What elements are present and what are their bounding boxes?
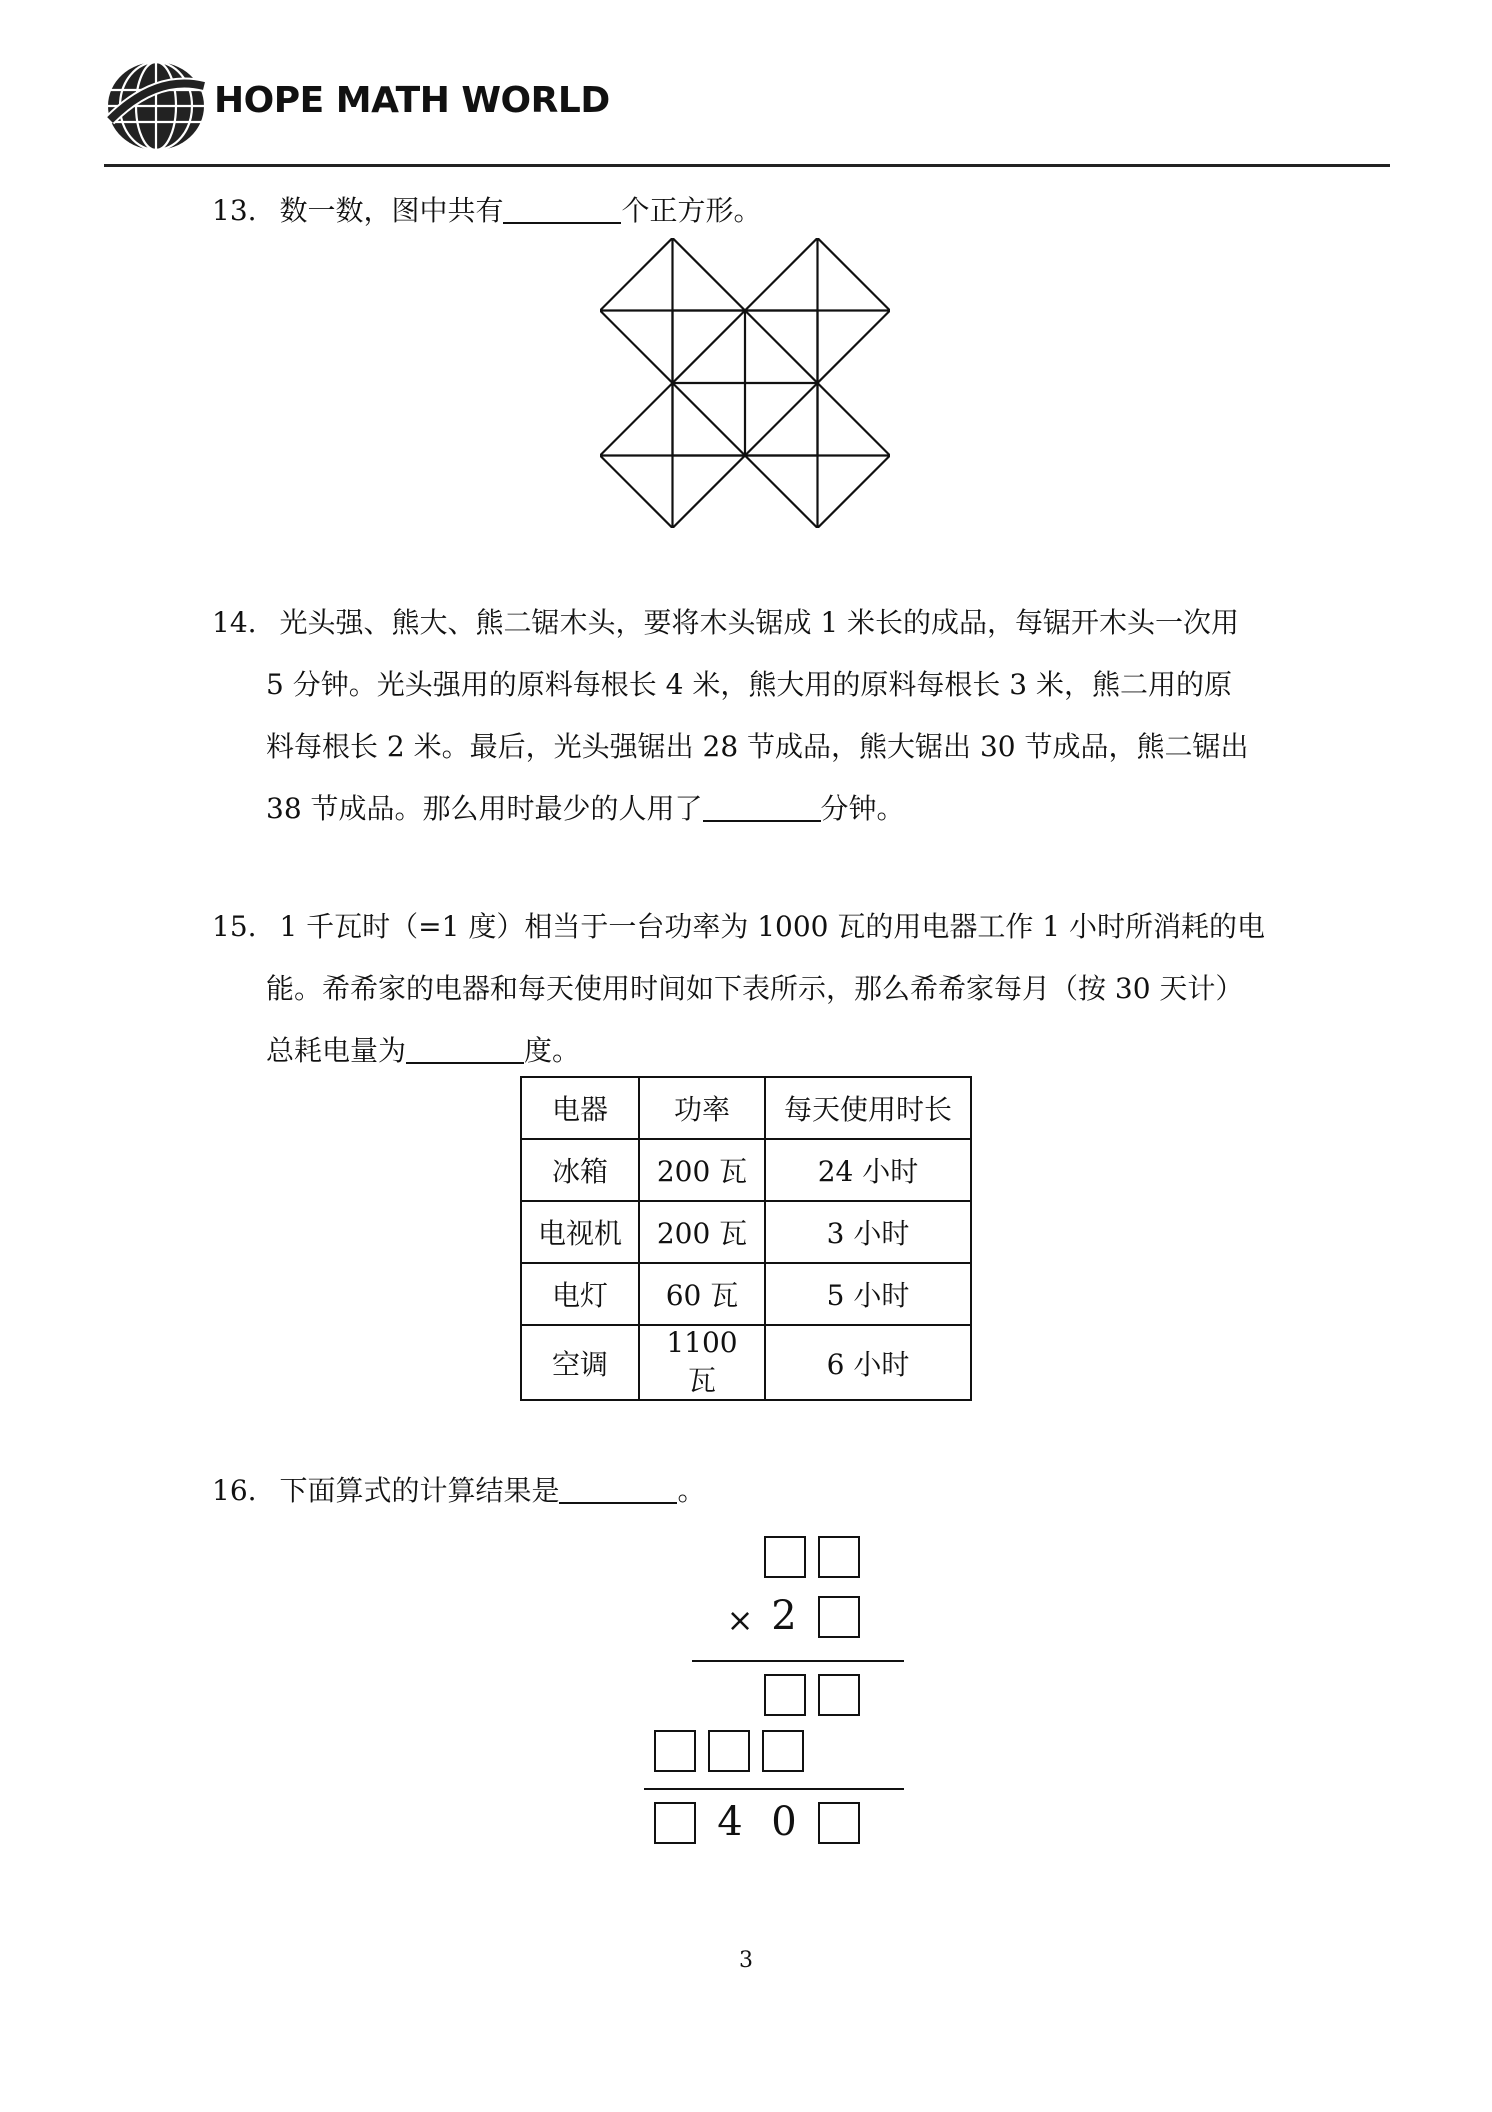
table-cell: 24 小时 xyxy=(765,1139,971,1201)
table-cell: 6 小时 xyxy=(765,1325,971,1400)
appliance-table xyxy=(520,1076,972,1401)
vertical-multiplication xyxy=(640,1530,910,1845)
digit-box[interactable] xyxy=(818,1674,860,1716)
table-cell: 200 瓦 xyxy=(639,1201,765,1263)
question-text: 数一数，图中共有 xyxy=(279,194,504,227)
digit-box[interactable] xyxy=(764,1674,806,1716)
squares-figure xyxy=(600,238,890,532)
product-line xyxy=(692,1660,904,1662)
table-cell: 1100 瓦 xyxy=(639,1325,765,1400)
digit-box[interactable] xyxy=(654,1730,696,1772)
question-14 xyxy=(212,592,1332,840)
answer-blank[interactable] xyxy=(703,790,821,822)
globe-logo-icon xyxy=(100,56,212,156)
table-header: 功率 xyxy=(639,1077,765,1139)
answer-blank[interactable] xyxy=(559,1472,677,1504)
sum-line xyxy=(644,1788,904,1790)
table-cell: 60 瓦 xyxy=(639,1263,765,1325)
header-divider xyxy=(104,164,1390,167)
table-row xyxy=(521,1139,971,1201)
brand-title: HOPE MATH WORLD xyxy=(214,80,610,121)
digit-box[interactable] xyxy=(708,1730,750,1772)
table-header: 电器 xyxy=(521,1077,639,1139)
appliance-table-wrapper xyxy=(520,1076,972,1401)
table-row xyxy=(521,1325,971,1400)
question-line-4-after: 分钟。 xyxy=(820,792,905,825)
page-number: 3 xyxy=(739,1948,753,1973)
answer-blank[interactable] xyxy=(406,1032,524,1064)
question-number: 13. xyxy=(212,194,257,227)
question-number: 15. xyxy=(212,910,257,943)
question-line-1: 光头强、熊大、熊二锯木头，要将木头锯成 1 米长的成品，每锯开木头一次用 xyxy=(279,606,1240,639)
table-cell: 电灯 xyxy=(521,1263,639,1325)
question-text-after: 。 xyxy=(677,1474,706,1507)
question-15 xyxy=(212,896,1332,1082)
multiplier-digit: 2 xyxy=(771,1593,797,1639)
question-line-1: 1 千瓦时（=1 度）相当于一台功率为 1000 瓦的用电器工作 1 小时所消耗的电 xyxy=(279,910,1266,943)
question-line-3: 料每根长 2 米。最后，光头强锯出 28 节成品，熊大锯出 30 节成品，熊二锯出 xyxy=(266,730,1249,763)
table-header: 每天使用时长 xyxy=(765,1077,971,1139)
table-cell: 电视机 xyxy=(521,1201,639,1263)
digit-box[interactable] xyxy=(654,1802,696,1844)
digit-box[interactable] xyxy=(818,1596,860,1638)
table-cell: 冰箱 xyxy=(521,1139,639,1201)
result-digit: 0 xyxy=(771,1799,797,1845)
question-line-2: 5 分钟。光头强用的原料每根长 4 米，熊大用的原料每根长 3 米，熊二用的原 xyxy=(266,668,1232,701)
digit-box[interactable] xyxy=(764,1536,806,1578)
table-cell: 5 小时 xyxy=(765,1263,971,1325)
answer-blank[interactable] xyxy=(503,192,621,224)
result-digit: 4 xyxy=(717,1799,743,1845)
question-text-after: 个正方形。 xyxy=(621,194,762,227)
question-line-3: 总耗电量为 xyxy=(266,1034,407,1067)
digit-box[interactable] xyxy=(818,1536,860,1578)
question-line-3-after: 度。 xyxy=(524,1034,581,1067)
table-header-row xyxy=(521,1077,971,1139)
question-line-2: 能。希希家的电器和每天使用时间如下表所示，那么希希家每月（按 30 天计） xyxy=(266,972,1244,1005)
question-16 xyxy=(212,1460,705,1522)
table-row xyxy=(521,1201,971,1263)
question-text: 下面算式的计算结果是 xyxy=(279,1474,560,1507)
times-sign: × xyxy=(726,1601,754,1639)
question-13 xyxy=(212,180,761,242)
question-number: 16. xyxy=(212,1474,257,1507)
table-cell: 200 瓦 xyxy=(639,1139,765,1201)
table-cell: 3 小时 xyxy=(765,1201,971,1263)
table-cell: 空调 xyxy=(521,1325,639,1400)
question-line-4: 38 节成品。那么用时最少的人用了 xyxy=(266,792,703,825)
table-row xyxy=(521,1263,971,1325)
question-number: 14. xyxy=(212,606,257,639)
digit-box[interactable] xyxy=(818,1802,860,1844)
digit-box[interactable] xyxy=(762,1730,804,1772)
